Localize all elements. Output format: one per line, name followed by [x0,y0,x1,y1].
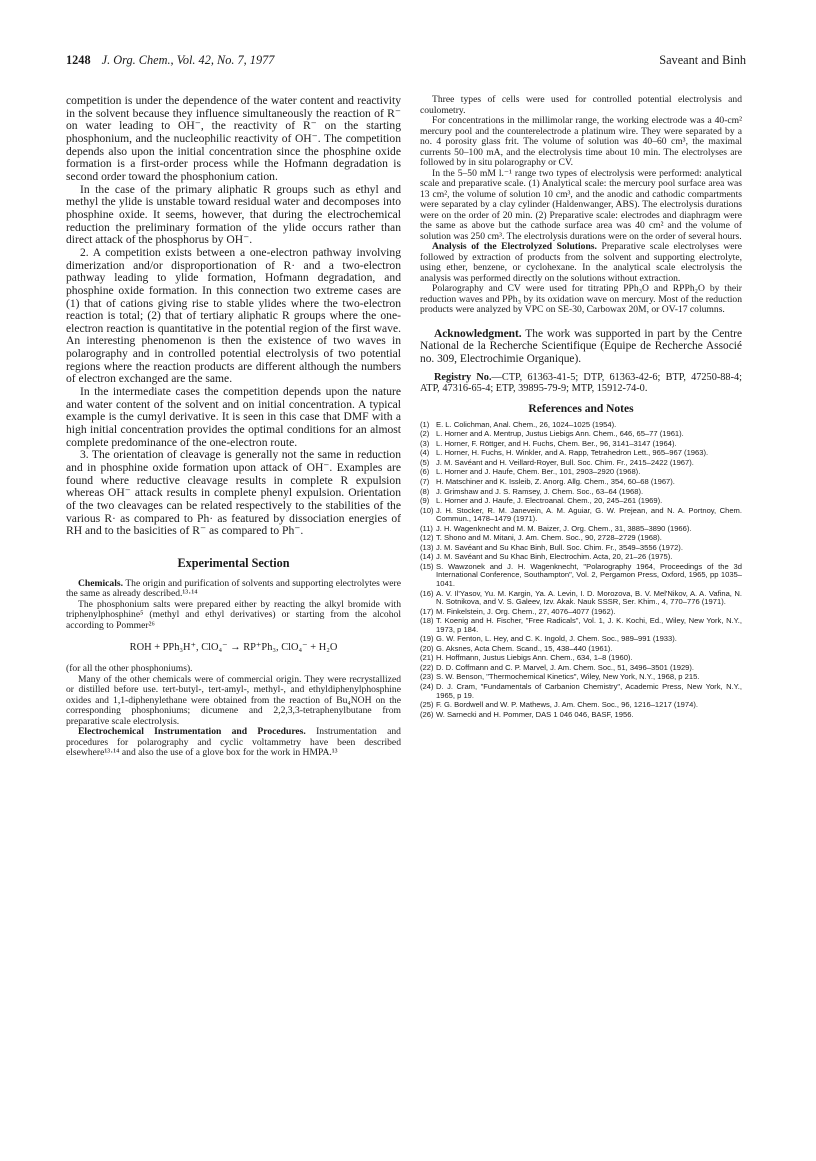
reference-text: W. Sarnecki and H. Pommer, DAS 1 046 046, BASF, 1956. [436,709,634,719]
cells-text: Three types of cells were used for controlled potential electrolysis and coulometry. [420,94,742,116]
reference-text: T. Koenig and H. Fischer, "Free Radicals", Vol. 1, J. K. Kochi, Ed., Wiley, New York, N.Y., 1973, p 184. [436,616,742,634]
reference-text: A. V. Il'Yasov, Yu. M. Kargin, Ya. A. Levin, I. D. Morozova, B. V. Mel'Nikov, A. A. Vafina, N. N. Sotnikova, and V. S. Galeev, Izv. Akak. Nauk SSSR, Ser. Khim., 4, 770–776 (1971). [436,588,742,607]
reference-text: S. Wawzonek and J. H. Wagenknecht, "Polarography 1964, Proceedings of the 3d International Conference, Southampton", Vol. 2, Pergamon Press, Oxford, 1965, pp 1035–1041. [436,561,742,588]
reference-item [420,635,742,644]
references-heading: References and Notes [528,402,634,415]
reference-number: (20) [420,643,434,653]
instrumentation-run-in-head: Electrochemical Instrumentation and Procedures. [78,726,306,738]
reference-number: (11) [420,523,433,533]
reference-item [420,468,742,477]
reference-text: L. Horner and J. Haufe, J. Electroanal. Chem., 20, 245–261 (1969). [436,496,663,506]
paragraph: In the intermediate cases the competition depends upon the nature and water content of the solvent and on initial concentration. A typical example is the cumyl derivative. It is seen in this case that DMF with a high initial concentration provides the optimal conditions for an almost complete predominance of the one-electron route. [66,385,401,449]
acknowledgment-text: The work was supported in part by the Centre National de la Recherche Scientifique (Equipe de Recherche Associé no. 309, Electrochimie Organique). [420,327,742,365]
reference-text: M. Finkelstein, J. Org. Chem., 27, 4076–4077 (1962). [436,606,616,616]
reference-item [420,478,742,487]
reference-item [420,683,742,700]
reference-text: J. H. Stocker, R. M. Janevein, A. M. Aguiar, G. W. Prejean, and N. A. Portnoy, Chem. Commun., 1478–1479 (1971). [436,505,742,524]
phosphonium-text: The phosphonium salts were prepared either by reacting the alkyl bromide with triphenylphosphine⁵ (methyl and ethyl derivatives) or starting from the alcohol according to Pommer²⁶ [66,598,401,631]
reference-number: (16) [420,588,434,598]
reference-number: (12) [420,533,434,543]
reference-text: J. Grimshaw and J. S. Ramsey, J. Chem. Soc., 63–64 (1968). [436,486,644,496]
reference-text: H. Matschiner and K. Issleib, Z. Anorg. Allg. Chem., 354, 60–68 (1967). [436,476,675,486]
reference-number: (18) [420,616,434,626]
registry-numbers [420,372,742,394]
reference-number: (3) [420,438,430,448]
polarography-text: Polarography and CV were used for titrating PPh₃O and RPPh₂O by their reduction waves and PPh₃ by its oxidation wave on mercury. Most of the reduction products were analyzed by VPC on SE-30, Carbowax 20M, or OV-17 columns. [420,283,742,315]
reference-number: (23) [420,672,434,682]
chemicals-run-in-head: Chemicals. [78,577,124,589]
running-authors: Saveant and Binh [659,53,746,67]
reference-item [420,701,742,710]
reference-text: J. M. Savéant and Su Khac Binh, Bull. Soc. Chim. Fr., 3549–3556 (1972). [436,542,683,552]
reference-text: L. Horner, F. Röttger, and H. Fuchs, Chem. Ber., 96, 3141–3147 (1964). [436,438,677,448]
reference-item [420,440,742,449]
reference-item [420,664,742,673]
reference-item [420,711,742,720]
discussion-text [66,95,401,538]
reference-number: (15) [420,561,434,571]
reference-text: J. M. Savéant and Su Khac Binh, Electrochim. Acta, 20, 21–26 (1975). [436,552,673,562]
reference-number: (6) [420,467,430,477]
reference-item [420,459,742,468]
paragraph: 2. A competition exists between a one-electron pathway involving dimerization and/or disproportionation of R· and a two-electron pathway leading to ylide formation, Hofmann degradation, and phosphine oxide formation. In this connection two extreme cases are (1) that of cations giving rise to stable ylides where the two-electron reaction is total; (2) that of tertiary aliphatic R groups where the one-electron reaction is quantitative in the potential region of the first wave. An interesting phenomenon is then the existence of two waves in polarography and in controlled potential electrolysis of two potential regions where the reaction products are different although the numbers of electron exchanged are the same. [66,245,401,386]
chemicals-text: The origin and purification of solvents and supporting electrolytes were the same as already described.¹³·¹⁴ [66,577,401,600]
reference-item [420,488,742,497]
reference-text: J. H. Wagenknecht and M. M. Baizer, J. Org. Chem., 31, 3885–3890 (1966). [436,523,692,533]
reference-number: (10) [420,505,434,515]
acknowledgment [420,328,742,366]
reference-item [420,430,742,439]
registry-head: Registry No. [434,372,492,384]
reference-item [420,645,742,654]
page-number: 1248 [66,53,91,67]
reference-text: L. Horner and J. Haufe, Chem. Ber., 101, 2903–2920 (1968). [436,467,641,477]
reference-item [420,449,742,458]
running-header [66,53,746,71]
reference-text: D. D. Coffmann and C. P. Marvel, J. Am. Chem. Soc., 51, 3496–3501 (1929). [436,662,695,672]
reference-text: G. W. Fenton, L. Hey, and C. K. Ingold, J. Chem. Soc., 989–991 (1933). [436,634,677,644]
reference-number: (9) [420,496,430,506]
reference-number: (25) [420,700,434,710]
reference-item [420,534,742,543]
reference-text: D. J. Cram, "Fundamentals of Carbanion Chemistry", Academic Press, New York, N.Y., 1965, p 19. [436,682,742,700]
reference-number: (1) [420,419,430,429]
reference-text: L. Horner and A. Mentrup, Justus Liebigs Ann. Chem., 646, 65–77 (1961). [436,429,684,439]
reference-text: J. M. Savéant and H. Veillard-Royer, Bull. Soc. Chim. Fr., 2415–2422 (1967). [436,457,694,467]
procedures-text [420,95,742,316]
reference-number: (2) [420,429,430,439]
paragraph: competition is under the dependence of the water content and reactivity in the solvent because they influence simultaneously the reaction of R⁻ on water leading to OH⁻, the reactivity of R⁻ on the starting phosphonium, and the nucleophilic reactivity of OH⁻. The competition depends also upon the initial concentration since the phosphine oxide formation is a first-order process while the Hofmann degradation is second order toward the phosphonium cation. [66,94,401,183]
reference-text: L. Horner, H. Fuchs, H. Winkler, and A. Rapp, Tetrahedron Lett., 965–967 (1963). [436,448,709,458]
reference-item [420,497,742,506]
reference-number: (14) [420,552,434,562]
left-column [66,95,401,759]
instrumentation-text: Instrumentation and procedures for polarography and cyclic voltammetry have been described elsewhere¹³·¹⁴ and also the use of a glove box for the work in HMPA.¹³ [66,726,401,759]
reference-number: (26) [420,709,434,719]
reference-number: (13) [420,542,434,552]
reference-text: G. Aksnes, Acta Chem. Scand., 15, 438–440 (1961). [436,643,613,653]
acknowledgment-head: Acknowledgment. [434,327,522,340]
analysis-run-in-head: Analysis of the Electrolyzed Solutions. [432,241,597,252]
reference-item [420,673,742,682]
paragraph: 3. The orientation of cleavage is generally not the same in reduction and in phosphine oxide formation upon attack of OH⁻. Examples are found where reductive cleavage results in complete R expulsion whereas OH⁻ attack results in complete phenyl expulsion. Orientation of the two cleavages can be related respectively to the stabilities of the various R· as compared to Ph· as featured by dissociation energies of RH and to the basicities of R⁻ as compared to Ph⁻. [66,448,401,538]
reference-number: (8) [420,486,430,496]
reference-text: E. L. Colichman, Anal. Chem., 26, 1024–1025 (1954). [436,419,617,429]
range-text: In the 5–50 mM l.⁻¹ range two types of electrolysis were performed: analytical scale and preparative scale. (1) Analytical scale: the mercury pool surface area was 13 cm², the volume of solution 10 cm³, and the anodic and cathodic compartments were separated by a clay cylinder (Haldenwanger, ABS). The electrolysis durations were on the order of 20 min. (2) Preparative scale: electrodes and diaphragm were the same as above but the cathode surface area was 40 cm² and the volume of solution was 250 cm³. The electrolysis durations were on the order of several hours. [420,167,742,242]
reference-text: S. W. Benson, "Thermochemical Kinetics", Wiley, New York, N.Y., 1968, p 215. [436,672,700,682]
reference-item [420,421,742,430]
reference-text: H. Hoffmann, Justus Liebigs Ann. Chem., 634, 1–8 (1960). [436,653,633,663]
millimolar-text: For concentrations in the millimolar range, the working electrode was a 40-cm² mercury pool and the counterelectrode a platinum wire. They were separated by a no. 4 porosity glass frit. The volume of solution was 40–60 cm³, the maximal currents 50–100 mA, and the electrolysis time about 10 min. The electrolyses are followed by in situ polarography or CV. [420,115,742,168]
reference-item [420,507,742,524]
reference-item [420,544,742,553]
reference-item [420,617,742,634]
reference-number: (22) [420,662,434,672]
experimental-text [66,579,401,759]
reference-number: (21) [420,653,434,663]
reference-item [420,654,742,663]
right-column [420,95,742,720]
reference-number: (5) [420,457,430,467]
journal-citation: J. Org. Chem., Vol. 42, No. 7, 1977 [101,53,275,67]
reference-item [420,525,742,534]
reference-list [420,421,742,720]
reference-number: (7) [420,476,430,486]
reference-item [420,553,742,562]
reference-number: (24) [420,682,434,691]
reaction-equation: ROH + PPh₃H⁺, ClO₄⁻ → RP⁺Ph₃, ClO₄⁻ + H₂O [129,642,338,654]
commercial-text: Many of the other chemicals were of commercial origin. They were recrystallized or distilled before use. tert-butyl-, tert-amyl-, methyl-, and ethyldiphenylphosphine oxides and 1,1-diphenylethane were obtained from the reaction of Bu₄NOH on the corresponding phosphoniums; dicumene and 2,2,3,3-tetraphenylbutane from preparative scale electrolysis. [66,673,401,727]
reference-number: (17) [420,606,434,616]
analysis-text: Preparative scale electrolyses were followed by extraction of products from the solvent and supporting electrolyte, using ether, benzene, or cyclohexane. In the analytical scale electrolysis the analysis was performed directly on the solutions without extraction. [420,241,743,284]
reference-text: T. Shono and M. Mitani, J. Am. Chem. Soc., 90, 2728–2729 (1968). [436,533,662,543]
registry-text: —CTP, 61363-41-5; DTP, 61363-42-6; BTP, 47250-88-4; ATP, 47316-65-4; ETP, 39895-79-9; MTP, 15912-74-0. [420,372,743,395]
reference-item [420,590,742,607]
reference-item [420,608,742,617]
paragraph: In the case of the primary aliphatic R groups such as ethyl and methyl the ylide is unstable toward residual water and decomposes into phosphine oxide. It seems, however, that during the electrochemical reduction the preliminary formation of the ylide occurs rather than direct attack of the phosphorus by OH⁻. [66,182,401,247]
experimental-heading: Experimental Section [177,555,290,570]
reference-item [420,563,742,589]
reference-text: F. G. Bordwell and W. P. Mathews, J. Am. Chem. Soc., 96, 1216–1217 (1974). [436,700,698,710]
reference-number: (4) [420,448,430,458]
reference-number: (19) [420,634,434,644]
after-equation-text: (for all the other phosphoniums). [66,663,193,675]
